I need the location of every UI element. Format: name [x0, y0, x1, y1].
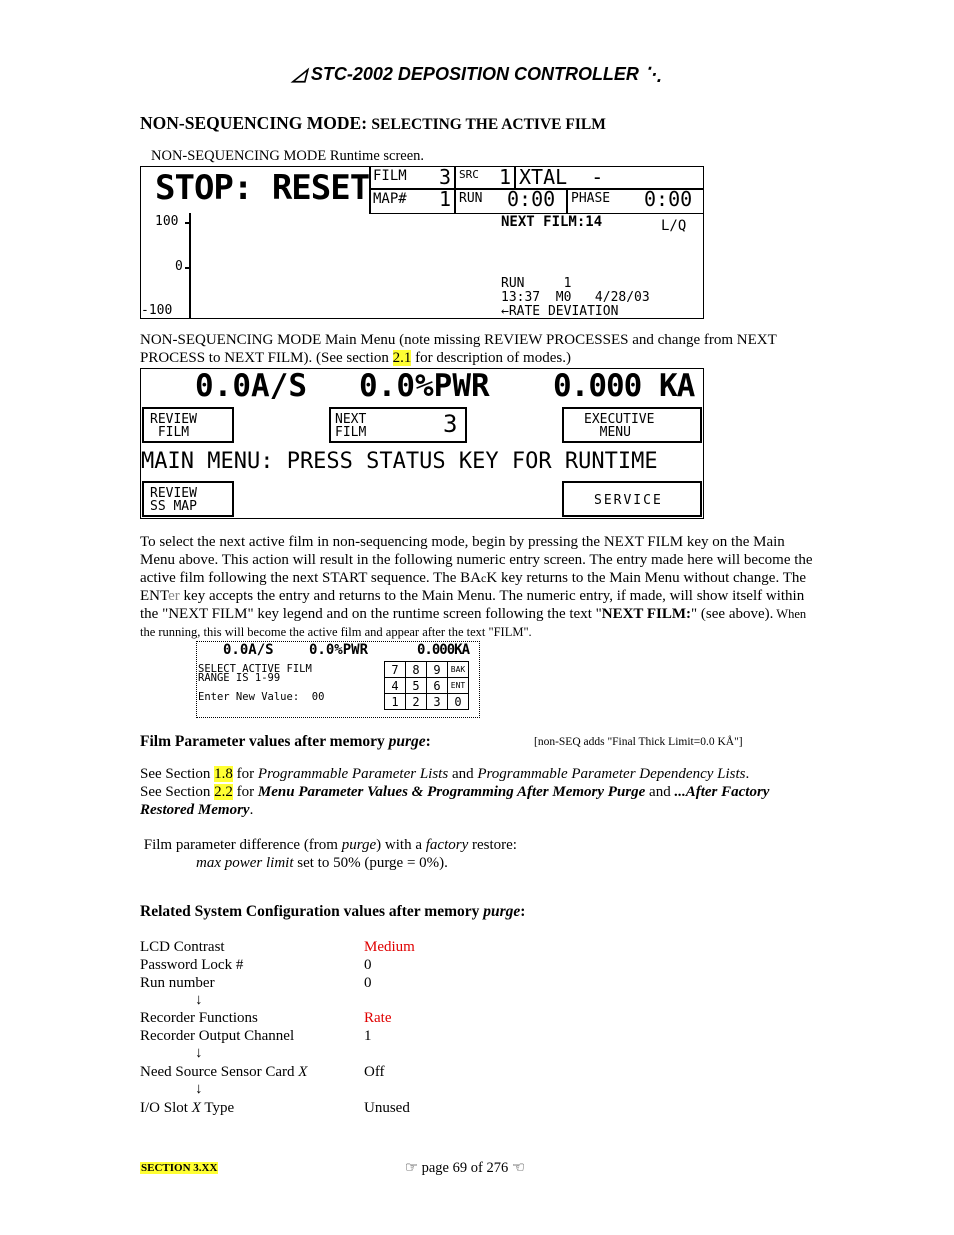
see1-for: for [232, 766, 258, 782]
max-power-line [196, 855, 448, 872]
keypad-key[interactable]: 0 [448, 694, 469, 710]
keypad-key[interactable]: 7 [385, 662, 406, 678]
para-text-3: key accepts the entry and returns to the Main Menu. The numeric entry, if made, will show itself within the "NEXT FILM" key legend and on the runtime screen following the text " [140, 588, 805, 622]
cfg-value: 1 [364, 1028, 372, 1044]
chart-y-bot: -100 [141, 303, 173, 318]
chart-tick-top [185, 222, 191, 224]
runtime-status: STOP: RESET [155, 168, 370, 208]
main-menu-caption [140, 331, 812, 367]
map-label: MAP# [373, 191, 407, 207]
cfg-value: Unused [364, 1100, 410, 1116]
footer-page-number: page 69 of 276 [421, 1160, 509, 1176]
sys-config-heading [140, 903, 525, 921]
executive-menu-key-label: EXECUTIVE MENU [584, 412, 655, 440]
time-date: 13:37 M0 4/28/03 [501, 290, 650, 305]
section-heading [140, 113, 606, 134]
film-label: FILM [373, 168, 407, 184]
review-ss-map-key[interactable] [142, 481, 234, 517]
cfg-label: LCD Contrast [140, 939, 225, 955]
service-key-label: SERVICE [594, 493, 663, 508]
keypad [384, 661, 469, 710]
map-divider [454, 188, 456, 213]
map-value: 1 [439, 187, 452, 211]
next-film-key-label: NEXT FILM [335, 412, 367, 440]
down-arrow-icon: ↓ [195, 1081, 203, 1097]
film-value: 3 [439, 166, 452, 189]
section-link-2-1[interactable]: 2.1 [392, 350, 412, 366]
entry-power: 0.0%PWR [309, 642, 369, 658]
keypad-key[interactable]: 5 [406, 678, 427, 694]
cfg-value: Rate [364, 1010, 392, 1026]
see2-for: for [232, 784, 258, 800]
xtal-label: XTAL - [519, 166, 604, 189]
film-params-heading-purge: purge [388, 733, 426, 750]
see2-bold-italic-1: Menu Parameter Values & Programming After Memory Purge [257, 784, 646, 800]
main-menu-caption-end: for description of modes.) [411, 350, 571, 366]
diff-text-a: Film parameter difference (from [140, 837, 342, 853]
run-count: RUN 1 [501, 276, 572, 291]
see1-text: See Section [140, 766, 215, 782]
entry-screen [196, 641, 480, 718]
cfg-value: Off [364, 1064, 385, 1080]
non-seq-note: [non-SEQ adds "Final Thick Limit=0.0 KÅ"] [534, 736, 743, 748]
cfg-label: Password Lock # [140, 957, 244, 973]
runtime-caption: NON-SEQUENCING MODE Runtime screen. [151, 148, 425, 164]
next-film-key[interactable] [329, 407, 467, 443]
menu-power: 0.0%PWR [359, 368, 490, 404]
runtime-screen [140, 166, 704, 319]
cfg-value: 0 [364, 957, 372, 973]
phase-value: 0:00 [644, 187, 693, 211]
para-text-4: " (see above). [691, 606, 774, 622]
service-key[interactable] [562, 481, 702, 517]
header-right-glyph: ⋱ [643, 64, 662, 84]
keypad-key[interactable]: 1 [385, 694, 406, 710]
entry-line-select: SELECT ACTIVE FILM [198, 663, 312, 675]
chart-y-top: 100 [155, 214, 179, 229]
section-link-2-2[interactable]: 2.2 [214, 784, 233, 800]
review-film-key-label: REVIEW FILM [150, 412, 197, 440]
src-value: 1 [499, 166, 512, 189]
section-link-1-8[interactable]: 1.8 [214, 766, 233, 782]
keypad-key[interactable]: 3 [427, 694, 448, 710]
diff-purge: purge [341, 837, 377, 853]
review-ss-map-key-label: REVIEW SS MAP [150, 486, 197, 514]
run-label: RUN [459, 191, 483, 206]
sys-config-heading-text: Related System Configuration values after memory [140, 903, 484, 920]
menu-thickness: 0.000 KA [553, 368, 695, 404]
cfg-value: 0 [364, 975, 372, 991]
entry-line-range: RANGE IS 1-99 [198, 672, 281, 684]
main-menu-caption-text: NON-SEQUENCING MODE Main Menu (note missing REVIEW PROCESSES and change from NEXT PROCESS to NEXT FILM). (See section [140, 332, 777, 366]
keypad-key[interactable]: 2 [406, 694, 427, 710]
cfg-label: Recorder Functions [140, 1010, 258, 1026]
cfg-label: Recorder Output Channel [140, 1028, 295, 1044]
see2-text: See Section [140, 784, 215, 800]
para-text-1: To select the next active film in non-sequencing mode, begin by pressing the NEXT FILM key on the Main Menu above. This action will result in the following numeric entry screen. The entry made here will become the active film following the next START sequence. The BA [140, 534, 813, 586]
down-arrow-icon: ↓ [195, 1045, 203, 1061]
see1-italic-1: Programmable Parameter Lists [257, 766, 449, 782]
review-film-key[interactable] [142, 407, 234, 443]
chart-y-mid: 0 [175, 259, 183, 274]
cfg-value: Medium [364, 939, 415, 955]
run-value: 0:00 [507, 187, 556, 211]
keypad-key[interactable]: 8 [406, 662, 427, 678]
see1-end: . [745, 766, 750, 782]
pointing-right-hand-icon: ☞ [405, 1160, 418, 1176]
entry-thickness: 0.000KA [417, 642, 470, 658]
entry-line-value: Enter New Value: 00 [198, 691, 325, 703]
keypad-key[interactable]: 4 [385, 678, 406, 694]
para-text-c: c [481, 571, 487, 585]
pointing-left-hand-icon: ☜ [511, 1160, 525, 1176]
see2-bold-italic-2: ...After Factory Restored Memory [140, 784, 770, 818]
see1-and: and [448, 766, 478, 782]
phase-label: PHASE [571, 191, 611, 206]
see-section-2-2 [140, 783, 820, 819]
sys-config-heading-purge: purge [483, 903, 521, 920]
keypad-back-key[interactable]: BAK [448, 662, 469, 678]
film-params-heading-text: Film Parameter values after memory [140, 733, 389, 750]
main-menu-banner: MAIN MENU: PRESS STATUS KEY FOR RUNTIME [141, 449, 658, 474]
keypad-key[interactable]: 9 [427, 662, 448, 678]
menu-rate: 0.0A/S [195, 368, 307, 404]
chart-tick-mid [185, 267, 191, 269]
keypad-key[interactable]: 6 [427, 678, 448, 694]
header-title: STC-2002 DEPOSITION CONTROLLER [310, 64, 639, 84]
para-text-er: er [168, 588, 180, 604]
factory-diff-line [140, 837, 517, 854]
rate-deviation: ←RATE DEVIATION [501, 304, 619, 319]
next-film-readout: NEXT FILM:14 [501, 214, 603, 230]
main-menu-screen [140, 368, 704, 519]
see-section-1-8 [140, 765, 820, 783]
footer-page [405, 1160, 525, 1177]
diff-text-c: restore: [468, 837, 517, 853]
footer-section: SECTION 3.XX [141, 1162, 218, 1174]
instructions-paragraph [140, 533, 820, 641]
section-heading-sub: SELECTING THE ACTIVE FILM [371, 116, 606, 133]
see2-end: . [249, 802, 254, 818]
page-header [0, 64, 954, 85]
sys-config-heading-colon: : [520, 903, 526, 920]
para-text-bold: NEXT FILM: [601, 606, 692, 622]
see1-italic-2: Programmable Parameter Dependency Lists [477, 766, 746, 782]
diff-text-b: ) with a [376, 837, 426, 853]
para-text-2: K key returns to the Main Menu without change. The ENT [140, 570, 807, 604]
max-power-italic: max power limit [196, 855, 294, 871]
keypad-enter-key[interactable]: ENT [448, 678, 469, 694]
down-arrow-icon: ↓ [195, 992, 203, 1008]
max-power-text: set to 50% (purge = 0%). [293, 855, 448, 871]
para-text-small: When the running, this will become the active film and appear after the text "FILM". [140, 607, 807, 639]
film-params-heading-colon: : [425, 733, 431, 750]
src-label: SRC [459, 168, 479, 181]
run-divider [566, 188, 568, 213]
cfg-label: Run number [140, 975, 215, 991]
next-film-key-value: 3 [443, 410, 458, 438]
film-divider [454, 167, 456, 188]
lq-readout: L/Q [661, 218, 687, 234]
section-heading-main: NON-SEQUENCING MODE: [140, 113, 368, 133]
executive-menu-key[interactable] [562, 407, 702, 443]
header-left-glyph: ◿ [292, 64, 306, 84]
film-params-heading [140, 733, 431, 751]
entry-rate: 0.0A/S [223, 642, 274, 658]
diff-factory: factory [425, 837, 469, 853]
chart-y-axis [189, 213, 191, 318]
cfg-label-need-source: Need Source Sensor Card X [140, 1064, 308, 1080]
see2-and: and [645, 784, 675, 800]
src-divider [514, 167, 516, 188]
cfg-label-io-slot: I/O Slot X Type [140, 1100, 235, 1116]
